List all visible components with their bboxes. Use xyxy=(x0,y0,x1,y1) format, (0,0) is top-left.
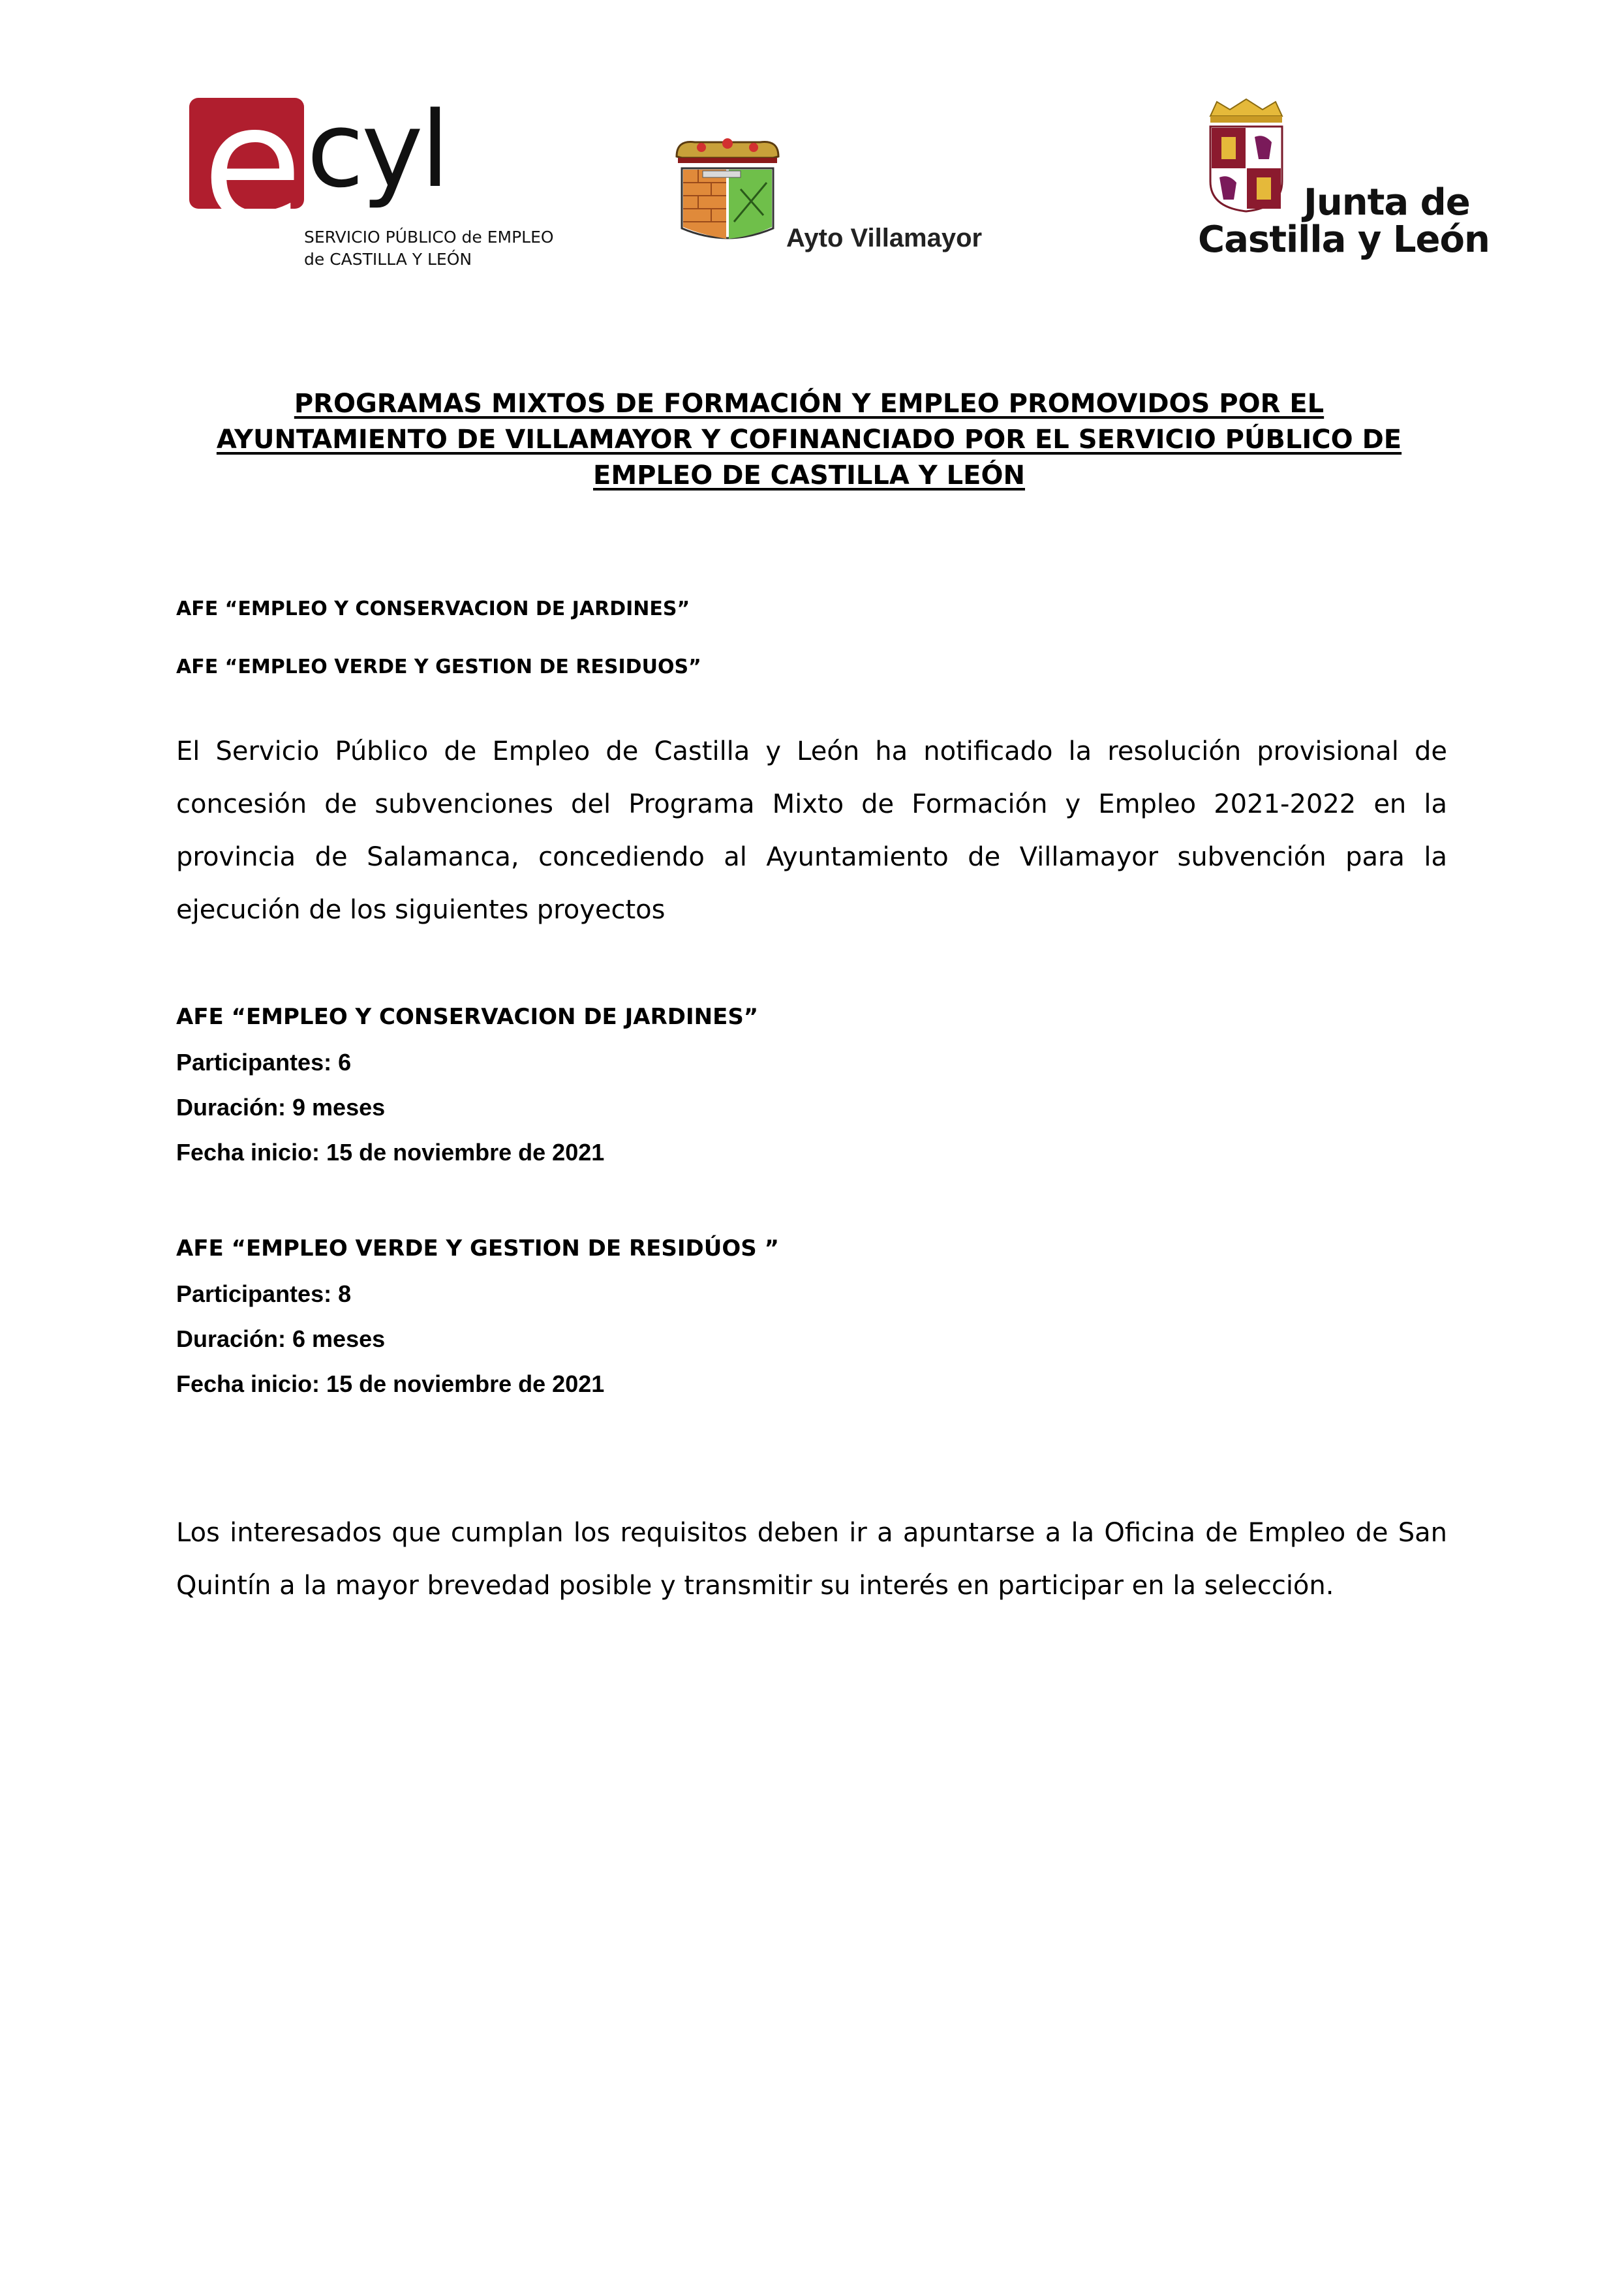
project-2-start: Fecha inicio: 15 de noviembre de 2021 xyxy=(176,1370,605,1397)
project-1-duration: Duración: 9 meses xyxy=(176,1094,386,1121)
ecyl-logo-e: e xyxy=(202,70,303,260)
ecyl-subtitle-line1: SERVICIO PÚBLICO de EMPLEO xyxy=(304,228,554,247)
project-1-start: Fecha inicio: 15 de noviembre de 2021 xyxy=(176,1139,605,1166)
afe-heading-2: AFE “EMPLEO VERDE Y GESTION DE RESIDUOS” xyxy=(176,656,701,678)
afe-heading-1: AFE “EMPLEO Y CONSERVACION DE JARDINES” xyxy=(176,597,690,620)
project-2-duration: Duración: 6 meses xyxy=(176,1325,386,1352)
ecyl-subtitle-line2: de CASTILLA Y LEÓN xyxy=(304,250,472,269)
document-title: PROGRAMAS MIXTOS DE FORMACIÓN Y EMPLEO PROMOVIDOS POR EL AYUNTAMIENTO DE VILLAMAYOR Y COFINANCIADO POR EL SERVICIO PÚBLICO DE EMPLEO DE CASTILLA Y LEÓN xyxy=(216,389,1402,491)
project-2-title: AFE “EMPLEO VERDE Y GESTION DE RESIDÚOS ” xyxy=(176,1235,779,1261)
project-block-2 xyxy=(176,1226,1416,1406)
ecyl-logo-subtitle xyxy=(304,226,578,271)
ecyl-logo-wordmark: cyl xyxy=(307,89,448,211)
intro-paragraph: El Servicio Público de Empleo de Castilla y León ha notificado la resolución provisional de concesión de subvenciones del Programa Mixto de Formación y Empleo 2021-2022 en la provincia de Salamanca, concediendo al Ayuntamiento de Villamayor subvención para la ejecución de los siguientes proyectos xyxy=(176,736,1447,925)
junta-coat-of-arms-icon xyxy=(1204,97,1289,214)
closing-paragraph: Los interesados que cumplan los requisitos deben ir a apuntarse a la Oficina de Empleo de San Quintín a la mayor brevedad posible y transmitir su interés en participar en la selección. xyxy=(176,1518,1447,1601)
junta-label-line2: Castilla y León xyxy=(1198,219,1490,261)
ayto-villamayor-label: Ayto Villamayor xyxy=(786,224,983,252)
project-1-title: AFE “EMPLEO Y CONSERVACION DE JARDINES” xyxy=(176,1004,759,1030)
project-1-participants: Participantes: 6 xyxy=(176,1049,352,1076)
junta-label-line1: Junta de xyxy=(1304,181,1470,224)
villamayor-coat-of-arms-icon xyxy=(669,130,786,248)
project-2-participants: Participantes: 8 xyxy=(176,1280,352,1307)
project-block-1 xyxy=(176,995,1416,1175)
